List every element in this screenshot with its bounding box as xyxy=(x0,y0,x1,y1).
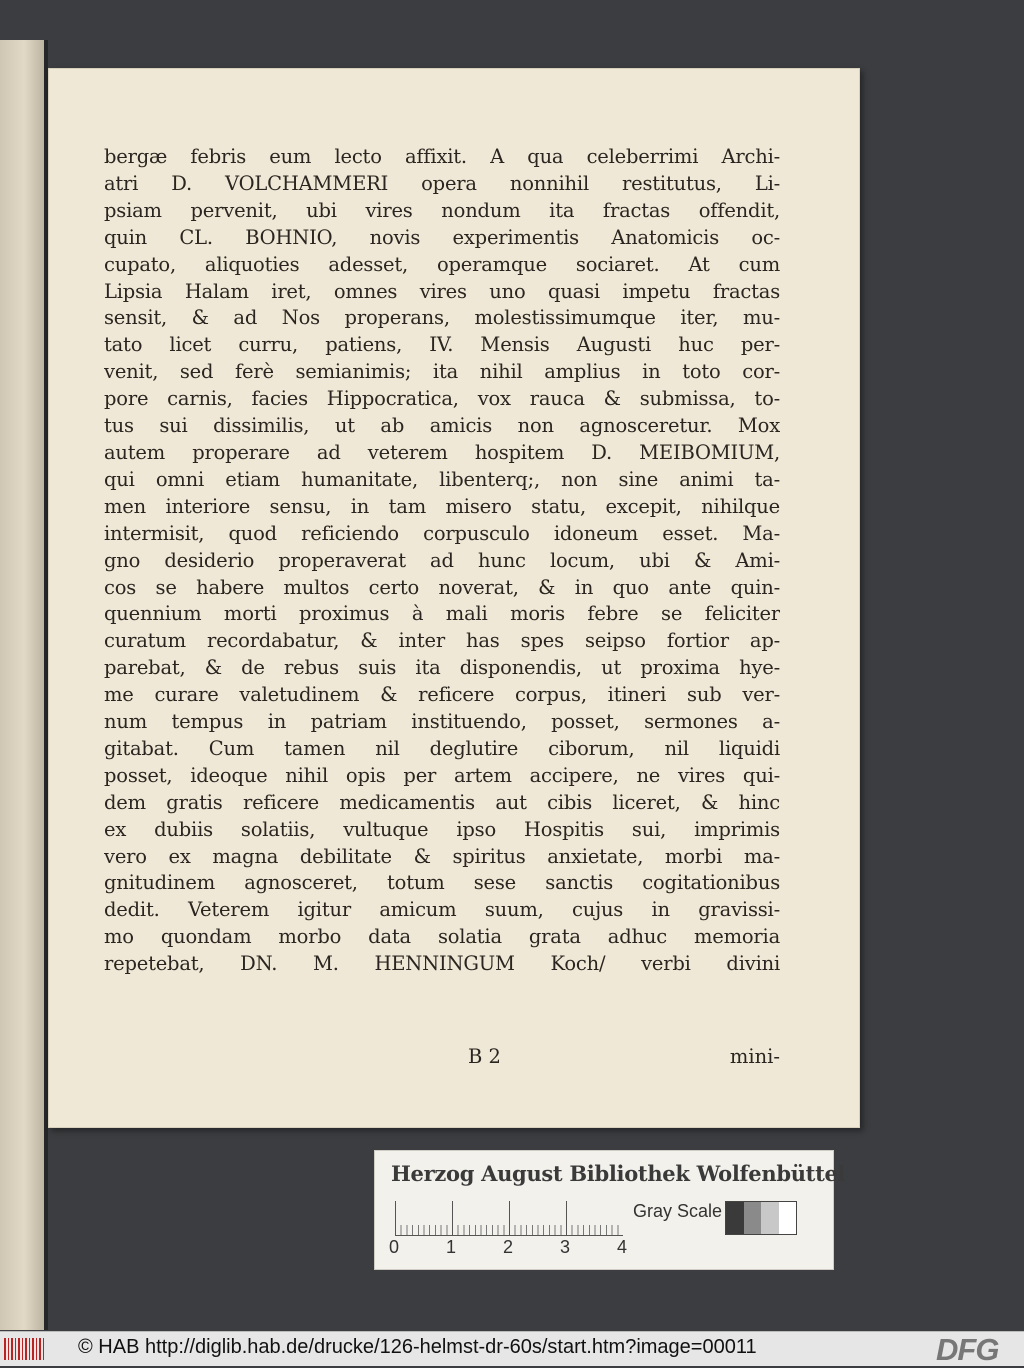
text-line: ex dubiis solatiis, vultuque ipso Hospitis sui, imprimis xyxy=(104,817,780,841)
viewer-footer-bar xyxy=(0,1331,1024,1366)
grayscale-swatch xyxy=(779,1202,797,1234)
text-line: gnitudinem agnosceret, totum sese sanctis cogitationibus xyxy=(104,871,780,895)
text-line: quennium morti proximus à mali moris febre se feliciter xyxy=(104,602,780,626)
text-line: intermisit, quod reficiendo corpusculo idoneum esset. Ma- xyxy=(104,521,780,545)
barcode-icon xyxy=(4,1338,46,1360)
text-line: sensit, & ad Nos properans, molestissimumque iter, mu- xyxy=(104,306,780,330)
grayscale-swatch xyxy=(744,1202,762,1234)
text-line: pore carnis, facies Hippocratica, vox rauca & submissa, to- xyxy=(104,387,780,411)
ruler-labels xyxy=(389,1237,649,1259)
text-line: posset, ideoque nihil opis per artem accipere, ne vires qui- xyxy=(104,763,780,787)
page-text-block xyxy=(104,144,780,978)
copyright-url[interactable]: © HAB http://diglib.hab.de/drucke/126-helmst-dr-60s/start.htm?image=00011 xyxy=(78,1336,757,1358)
text-line: Lipsia Halam iret, omnes vires uno quasi impetu fractas xyxy=(104,279,780,303)
text-line: gitabat. Cum tamen nil deglutire ciborum, nil liquidi xyxy=(104,736,780,760)
text-line: venit, sed ferè semianimis; ita nihil amplius in toto cor- xyxy=(104,360,780,384)
text-line: men interiore sensu, in tam misero statu, excepit, nihilque xyxy=(104,494,780,518)
text-line: dedit. Veterem igitur amicum suum, cujus in gravissi- xyxy=(104,898,780,922)
text-line: tato licet curru, patiens, IV. Mensis Augusti huc per- xyxy=(104,333,780,357)
ruler-label: 1 xyxy=(446,1237,457,1257)
grayscale-swatch xyxy=(726,1202,744,1234)
ruler-label: 4 xyxy=(617,1237,628,1257)
text-line: me curare valetudinem & reficere corpus, itineri sub ver- xyxy=(104,683,780,707)
dfg-logo: DFG xyxy=(936,1332,999,1367)
text-line: tus sui dissimilis, ut ab amicis non agnosceretur. Mox xyxy=(104,414,780,438)
ruler-label: 3 xyxy=(560,1237,571,1257)
ruler-label: 0 xyxy=(389,1237,400,1257)
grayscale-label: Gray Scale xyxy=(633,1201,723,1221)
text-line: cupato, aliquoties adesset, operamque sociaret. At cum xyxy=(104,252,780,276)
text-line: autem properare ad veterem hospitem D. MEIBOMIUM, xyxy=(104,440,780,464)
grayscale-swatches xyxy=(725,1201,797,1235)
grayscale-swatch xyxy=(761,1202,779,1234)
text-line: qui omni etiam humanitate, libenterq;, non sine animi ta- xyxy=(104,467,780,491)
text-line: vero ex magna debilitate & spiritus anxietate, morbi ma- xyxy=(104,844,780,868)
measurement-ruler xyxy=(395,1201,623,1236)
text-line: cos se habere multos certo noverat, & in quo ante quin- xyxy=(104,575,780,599)
library-name: Herzog August Bibliothek Wolfenbüttel xyxy=(391,1161,846,1186)
text-line: curatum recordabatur, & inter has spes seipso fortior ap- xyxy=(104,629,780,653)
catchword: mini- xyxy=(729,1045,780,1068)
page-footer-line xyxy=(104,1045,780,1072)
text-line: gno desiderio properaverat ad hunc locum, ubi & Ami- xyxy=(104,548,780,572)
text-line: bergæ febris eum lecto affixit. A qua celeberrimi Archi- xyxy=(104,145,780,168)
text-line: dem gratis reficere medicamentis aut cibis liceret, & hinc xyxy=(104,790,780,814)
signature-mark: B 2 xyxy=(468,1045,501,1068)
text-line: parebat, & de rebus suis ita disponendis, ut proxima hye- xyxy=(104,656,780,680)
text-line: atri D. VOLCHAMMERI opera nonnihil restitutus, Li- xyxy=(104,171,780,195)
adjacent-page-edge xyxy=(0,40,44,1330)
color-calibration-card xyxy=(374,1150,846,1270)
text-line: quin CL. BOHNIO, novis experimentis Anatomicis oc- xyxy=(104,225,780,249)
ruler-label: 2 xyxy=(503,1237,514,1257)
text-line: num tempus in patriam instituendo, posset, sermones a- xyxy=(104,710,780,734)
text-line: repetebat, DN. M. HENNINGUM Koch/ verbi divini xyxy=(104,952,780,976)
text-line: psiam pervenit, ubi vires nondum ita fractas offendit, xyxy=(104,198,780,222)
scanned-page xyxy=(48,68,860,1128)
text-line: mo quondam morbo data solatia grata adhuc memoria xyxy=(104,925,780,949)
